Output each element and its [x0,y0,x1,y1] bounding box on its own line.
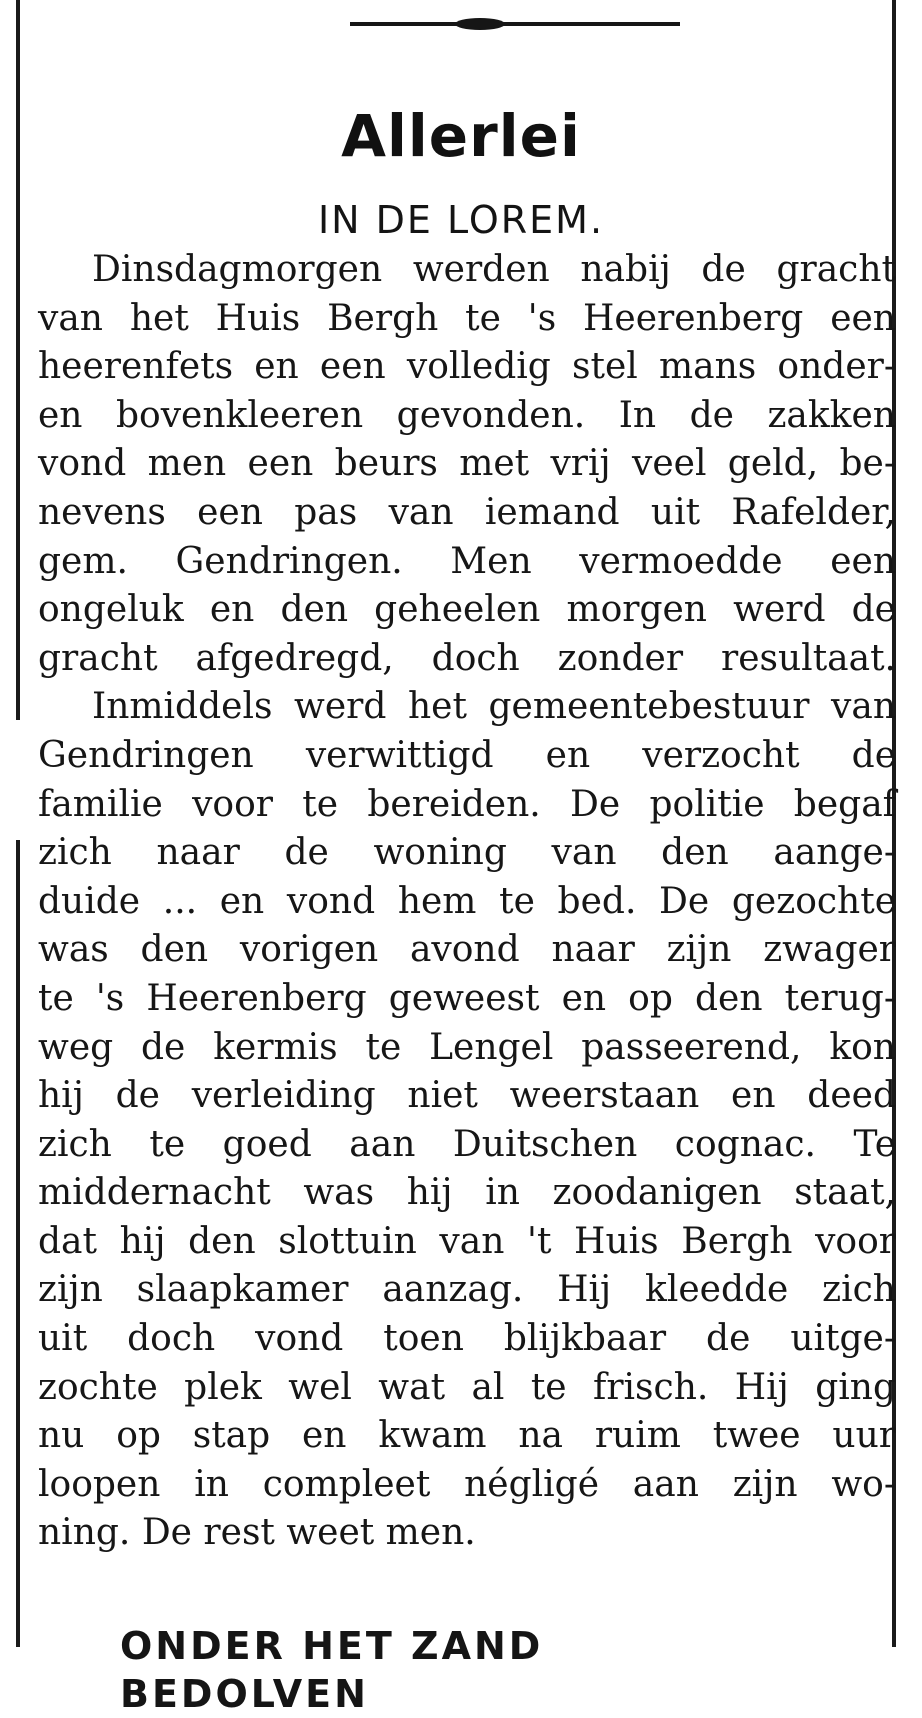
text-line: Inmiddels werd het gemeentebestuur van [92,686,896,728]
section-divider-ornament [455,18,505,30]
text-line: gem. Gendringen. Men vermoedde een [38,540,896,582]
text-line: was den vorigen avond naar zijn zwager [38,929,896,971]
text-line: ning. De rest weet men. [38,1512,476,1554]
text-line: nu op stap en kwam na ruim twee uur [38,1415,896,1457]
text-line: en bovenkleeren gevonden. In de zakken [38,394,896,436]
text-line: Gendringen verwittigd en verzocht de [38,734,896,776]
text-line: van het Huis Bergh te 's Heerenberg een [38,297,896,339]
article-subheading: IN DE LOREM. [317,198,605,242]
section-divider [350,22,680,26]
text-line: zijn slaapkamer aanzag. Hij kleedde zich [38,1269,896,1311]
text-line: ongeluk en den geheelen morgen werd de [38,589,896,631]
section-headline: Allerlei [341,102,581,170]
text-line: nevens een pas van iemand uit Rafelder, [38,491,896,533]
text-line: duide ... en vond hem te bed. De gezochte [38,880,896,922]
paragraph-1 [38,246,896,683]
text-line: zich naar de woning van den aange- [38,832,896,874]
text-line: dat hij den slottuin van 't Huis Bergh voor [38,1220,896,1262]
next-article-heading [120,1622,760,1716]
next-article-heading-text: ONDER HET ZAND BEDOLVEN [120,1624,544,1716]
text-line: te 's Heerenberg geweest en op den terug- [38,977,896,1019]
text-line: weg de kermis te Lengel passeerend, kon [38,1026,896,1068]
text-line: uit doch vond toen blijkbaar de uitge- [38,1318,896,1360]
text-line: vond men een beurs met vrij veel geld, be- [38,443,896,485]
text-line: middernacht was hij in zoodanigen staat, [38,1172,896,1214]
article-body [38,246,896,1558]
text-line: zich te goed aan Duitschen cognac. Te [38,1123,896,1165]
column-rule-left-lower [16,840,20,1647]
text-line: gracht afgedregd, doch zonder resultaat. [38,637,896,679]
paragraph-2 [38,683,896,1558]
text-line: heerenfets en een volledig stel mans onder- [38,346,896,388]
text-line: zochte plek wel wat al te frisch. Hij ging [38,1366,896,1408]
text-line: familie voor te bereiden. De politie begaf [38,783,896,825]
text-line: Dinsdagmorgen werden nabij de gracht [92,249,896,290]
text-line: hij de verleiding niet weerstaan en deed [38,1075,896,1117]
text-line: loopen in compleet négligé aan zijn wo- [38,1463,896,1505]
